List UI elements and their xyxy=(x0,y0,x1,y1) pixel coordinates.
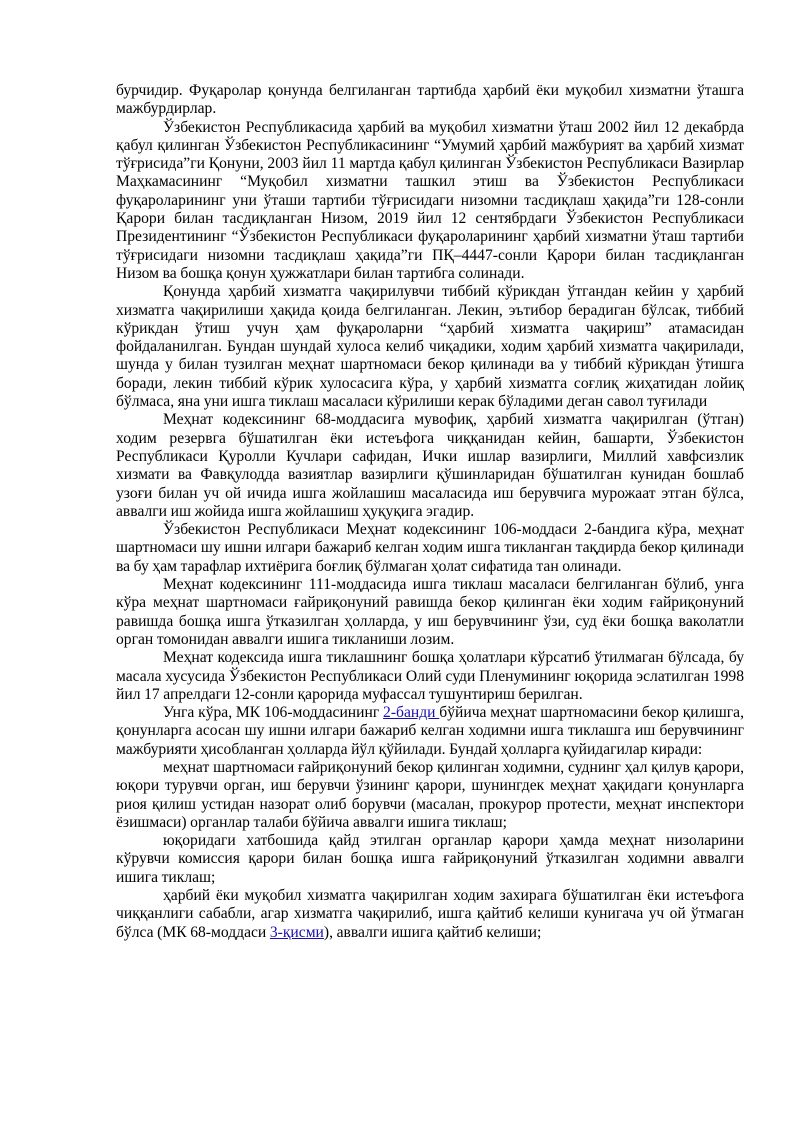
article-106-clause-2-link[interactable]: 2-банди xyxy=(383,704,440,722)
paragraph: бурчидир. Фуқаролар қонунда белгиланган тартибда ҳарбий ёки муқобил хизматни ўташга мажбурдирлар. xyxy=(116,82,744,118)
paragraph: Қонунда ҳарбий хизматга чақирилувчи тиббий кўрикдан ўтгандан кейин у ҳарбий хизматга чақирилиши ҳақида қоида белгиланган. Лекин, эътибор берадиган бўлсак, тиббий кўрикдан ўтиш учун ҳам фуқароларни “ҳарбий хизматга чақириш” атамасидан фойдаланилган. Бундан шундай хулоса келиб чиқадики, ходим ҳарбий хизматга чақирилади, шунда у билан тузилган меҳнат шартномаси бекор қилинади ва у тиббий кўрикдан ўтишга боради, лекин тиббий кўрик хулосасига кўра, у ҳарбий хизматга соғлиқ жиҳатидан лойиқ бўлмаса, яна уни ишга тиклаш масаласи кўрилиши керак бўладими деган савол туғилади xyxy=(116,283,744,411)
paragraph-text: бўйича меҳнат шартномасини бекор қилишга, қонунларга асосан шу ишни илгари бажариб келган ходимни ишга тиклашга иш берувчининг мажбурияти ҳисобланган ҳолларда йўл қўйилади. Бундай ҳолларга қуйидагилар киради: xyxy=(116,704,744,758)
paragraph: Ўзбекистон Республикасида ҳарбий ва муқобил хизматни ўташ 2002 йил 12 декабрда қабул қилинган Ўзбекистон Республикасининг “Умумий ҳарбий мажбурият ва ҳарбий хизмат тўғрисида”ги Қонуни, 2003 йил 11 мартда қабул қилинган Ўзбекистон Республикаси Вазирлар Маҳкамасининг “Муқобил хизматни ташкил этиш ва Ўзбекистон Республикаси фуқароларининг уни ўташи тартиби тўғрисидаги низомни тасдиқлаш ҳақида”ги 128-сонли Қарори билан тасдиқланган Низом, 2019 йил 12 сентябрдаги Ўзбекистон Республикаси Президентининг “Ўзбекистон Республикаси фуқароларининг ҳарбий хизматни ўташ тартиби тўғрисидаги низомни тасдиқлаш ҳақида”ги ПҚ–4447-сонли Қарори билан тасдиқланган Низом ва бошқа қонун ҳужжатлари билан тартибга солинади. xyxy=(116,118,744,282)
paragraph-with-link xyxy=(116,887,744,942)
paragraph: Меҳнат кодексининг 111-моддасида ишга тиклаш масаласи белгиланган бўлиб, унга кўра меҳнат шартномаси ғайриқонуний равишда бекор қилинган ёки ходим ғайриқонуний равишда бошқа ишга ўтказилган ҳолларда, у иш берувчининг ўзи, суд ёки бошқа ваколатли орган томонидан аввалги ишига тикланиши лозим. xyxy=(116,576,744,648)
paragraph: юқоридаги хатбошида қайд этилган органлар қарори ҳамда меҳнат низоларини кўрувчи комиссия қарори билан бошқа ишга ғайриқонуний ўтказилган ходимни аввалги ишига тиклаш; xyxy=(116,832,744,886)
paragraph-text: Унга кўра, МК 106-моддасининг xyxy=(163,704,384,722)
paragraph-text: ), аввалги ишига қайтиб келиши; xyxy=(323,923,542,941)
paragraph: Ўзбекистон Республикаси Меҳнат кодексининг 106-моддаси 2-бандига кўра, меҳнат шартномаси шу ишни илгари бажариб келган ходим ишга тикланган тақдирда бекор қилинади ва бу ҳам тарафлар ихтиёрига боғлиқ бўлмаган ҳолат сифатида тан олинади. xyxy=(116,521,744,575)
paragraph: Меҳнат кодексида ишга тиклашнинг бошқа ҳолатлари кўрсатиб ўтилмаган бўлсада, бу масала хусусида Ўзбекистон Республикаси Олий суди Пленумининг юқорида эслатилган 1998 йил 17 апрелдаги 12-сонли қарорида муфассал тушунтириш берилган. xyxy=(116,649,744,703)
paragraph-with-link xyxy=(116,704,744,759)
paragraph: меҳнат шартномаси ғайриқонуний бекор қилинган ходимни, суднинг ҳал қилув қарори, юқори турувчи орган, иш берувчи ўзининг қарори, шунингдек меҳнат ҳақидаги қонунларга риоя қилиш устидан назорат олиб борувчи (масалан, прокурор протести, меҳнат инспектори ёзишмаси) органлар талаби бўйича аввалги ишига тиклаш; xyxy=(116,758,744,831)
paragraph: Меҳнат кодексининг 68-моддасига мувофиқ, ҳарбий хизматга чақирилган (ўтган) ходим резервга бўшатилган ёки истеъфога чиққанидан кейин, башарти, Ўзбекистон Республикаси Қуролли Кучлари сафидан, Ички ишлар вазирлиги, Миллий хавфсизлик хизмати ва Фавқулодда вазиятлар вазирлиги қўшинларидан бўшатилган кунидан бошлаб узоғи билан уч ой ичида ишга жойлашиш масаласида иш берувчига мурожаат этган бўлса, аввалги иш жойида ишга жойлашиш ҳуқуқига эгадир. xyxy=(116,411,744,520)
paragraph-text: ҳарбий ёки муқобил хизматга чақирилган ходим захирага бўшатилган ёки истеъфога чиққанлиги сабабли, агар хизматга чақирилиб, ишга қайтиб келиши кунигача уч ой ўтмаган бўлса (МК 68-моддаси xyxy=(116,887,744,941)
article-68-part-3-link[interactable]: 3-қисми xyxy=(269,923,324,941)
